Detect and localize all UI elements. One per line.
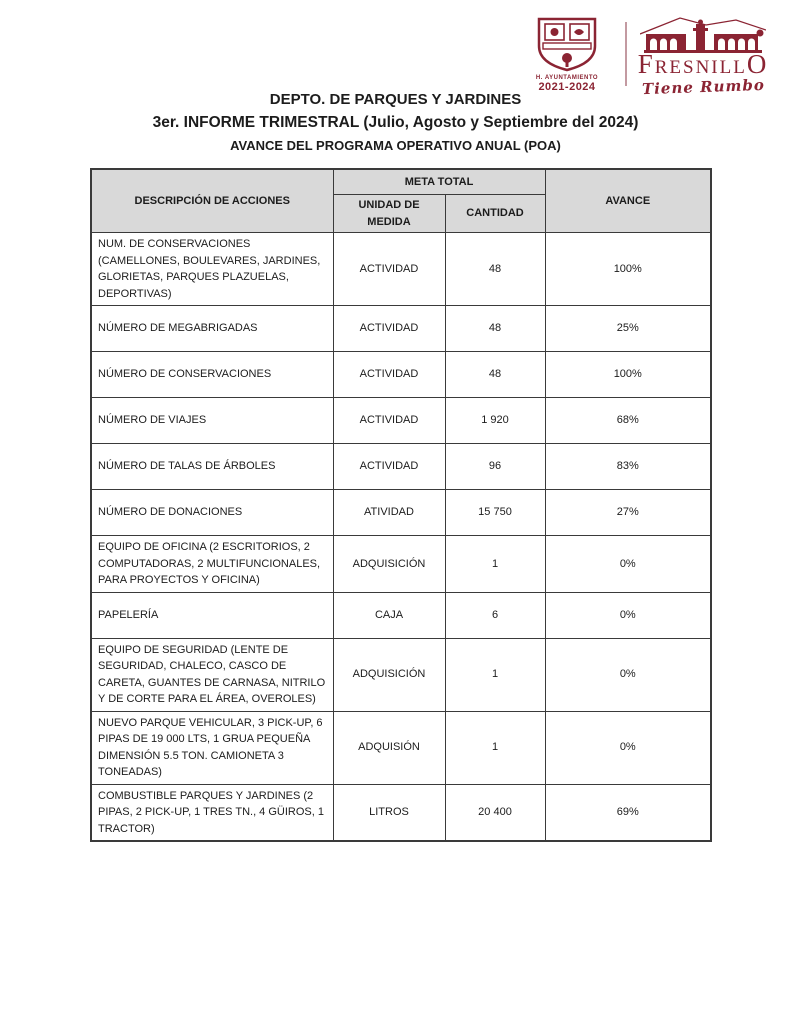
cell-progress: 68% — [545, 398, 711, 444]
table-row — [91, 784, 711, 841]
municipal-crest — [521, 16, 613, 93]
cell-unit: ATIVIDAD — [333, 490, 445, 536]
fresnillo-wordmark-block — [637, 12, 769, 99]
cell-unit: ACTIVIDAD — [333, 233, 445, 306]
cell-unit: ACTIVIDAD — [333, 398, 445, 444]
crest-shield-icon — [536, 16, 598, 74]
cell-progress: 0% — [545, 592, 711, 638]
report-title: 3er. INFORME TRIMESTRAL (Julio, Agosto y Septiembre del 2024) — [152, 114, 639, 131]
header-meta-total: META TOTAL — [333, 169, 545, 195]
cell-unit: ACTIVIDAD — [333, 306, 445, 352]
table-row — [91, 490, 711, 536]
cell-progress: 27% — [545, 490, 711, 536]
fresnillo-wordmark: FRESNILLO — [637, 49, 769, 79]
table-row — [91, 233, 711, 306]
cell-description: NÚMERO DE CONSERVACIONES — [91, 352, 333, 398]
cell-description: NUM. DE CONSERVACIONES (CAMELLONES, BOULEVARES, JARDINES, GLORIETAS, PARQUES PLAZUELAS, DEPORTIVAS) — [91, 233, 333, 306]
header-unidad-de-medida: UNIDAD DE MEDIDA — [333, 195, 445, 233]
cell-unit: LITROS — [333, 784, 445, 841]
table-row — [91, 444, 711, 490]
cell-quantity: 96 — [445, 444, 545, 490]
logo-tagline: Tiene Rumbo — [641, 75, 765, 99]
cell-description: EQUIPO DE SEGURIDAD (LENTE DE SEGURIDAD, CHALECO, CASCO DE CARETA, GUANTES DE CARNASA, NITRILO Y DE CORTE PARA EL ÁREA, OVEROLES) — [91, 638, 333, 711]
cell-description: NÚMERO DE DONACIONES — [91, 490, 333, 536]
header-cantidad: CANTIDAD — [445, 195, 545, 233]
cell-unit: ACTIVIDAD — [333, 444, 445, 490]
cell-progress: 0% — [545, 536, 711, 593]
department-title: DEPTO. DE PARQUES Y JARDINES — [269, 91, 522, 108]
cell-quantity: 48 — [445, 306, 545, 352]
cell-quantity: 48 — [445, 352, 545, 398]
header-descripcion-de-acciones: DESCRIPCIÓN DE ACCIONES — [91, 169, 333, 233]
table-row — [91, 711, 711, 784]
cell-unit: ADQUISICIÓN — [333, 638, 445, 711]
table-row — [91, 638, 711, 711]
cell-quantity: 1 — [445, 536, 545, 593]
header-avance: AVANCE — [545, 169, 711, 233]
cell-progress: 69% — [545, 784, 711, 841]
crest-caption: H. AYUNTAMIENTO — [535, 74, 599, 81]
cell-description: NÚMERO DE VIAJES — [91, 398, 333, 444]
cell-progress: 0% — [545, 711, 711, 784]
crest-years: 2021-2024 — [538, 80, 596, 93]
cell-progress: 0% — [545, 638, 711, 711]
cell-description: PAPELERÍA — [91, 592, 333, 638]
cell-progress: 25% — [545, 306, 711, 352]
cell-description: NÚMERO DE MEGABRIGADAS — [91, 306, 333, 352]
table-row — [91, 536, 711, 593]
cell-progress: 83% — [545, 444, 711, 490]
cell-description: COMBUSTIBLE PARQUES Y JARDINES (2 PIPAS, 2 PICK-UP, 1 TRES TN., 4 GÜIROS, 1 TRACTOR) — [91, 784, 333, 841]
cell-progress: 100% — [545, 233, 711, 306]
cell-unit: ADQUISICIÓN — [333, 536, 445, 593]
poa-table — [90, 168, 712, 842]
cell-quantity: 1 — [445, 638, 545, 711]
cell-description: NUEVO PARQUE VEHICULAR, 3 PICK-UP, 6 PIPAS DE 19 000 LTS, 1 GRUA PEQUEÑA DIMENSIÓN 5.5 TON. CAMIONETA 3 TONEADAS) — [91, 711, 333, 784]
report-subtitle: AVANCE DEL PROGRAMA OPERATIVO ANUAL (POA) — [230, 137, 561, 153]
cell-quantity: 48 — [445, 233, 545, 306]
cell-description: EQUIPO DE OFICINA (2 ESCRITORIOS, 2 COMPUTADORAS, 2 MULTIFUNCIONALES, PARA PROYECTOS Y OFICINA) — [91, 536, 333, 593]
cell-quantity: 15 750 — [445, 490, 545, 536]
table-row — [91, 592, 711, 638]
cell-unit: ACTIVIDAD — [333, 352, 445, 398]
cell-quantity: 1 920 — [445, 398, 545, 444]
logo-divider — [625, 22, 627, 86]
cell-unit: ADQUISIÓN — [333, 711, 445, 784]
table-row — [91, 352, 711, 398]
cell-progress: 100% — [545, 352, 711, 398]
aqueduct-skyline-icon — [640, 12, 766, 54]
table-row — [91, 398, 711, 444]
fresnillo-logo — [521, 12, 769, 99]
title-block — [0, 92, 791, 152]
cell-quantity: 6 — [445, 592, 545, 638]
cell-unit: CAJA — [333, 592, 445, 638]
cell-quantity: 20 400 — [445, 784, 545, 841]
table-row — [91, 306, 711, 352]
cell-description: NÚMERO DE TALAS DE ÁRBOLES — [91, 444, 333, 490]
cell-quantity: 1 — [445, 711, 545, 784]
